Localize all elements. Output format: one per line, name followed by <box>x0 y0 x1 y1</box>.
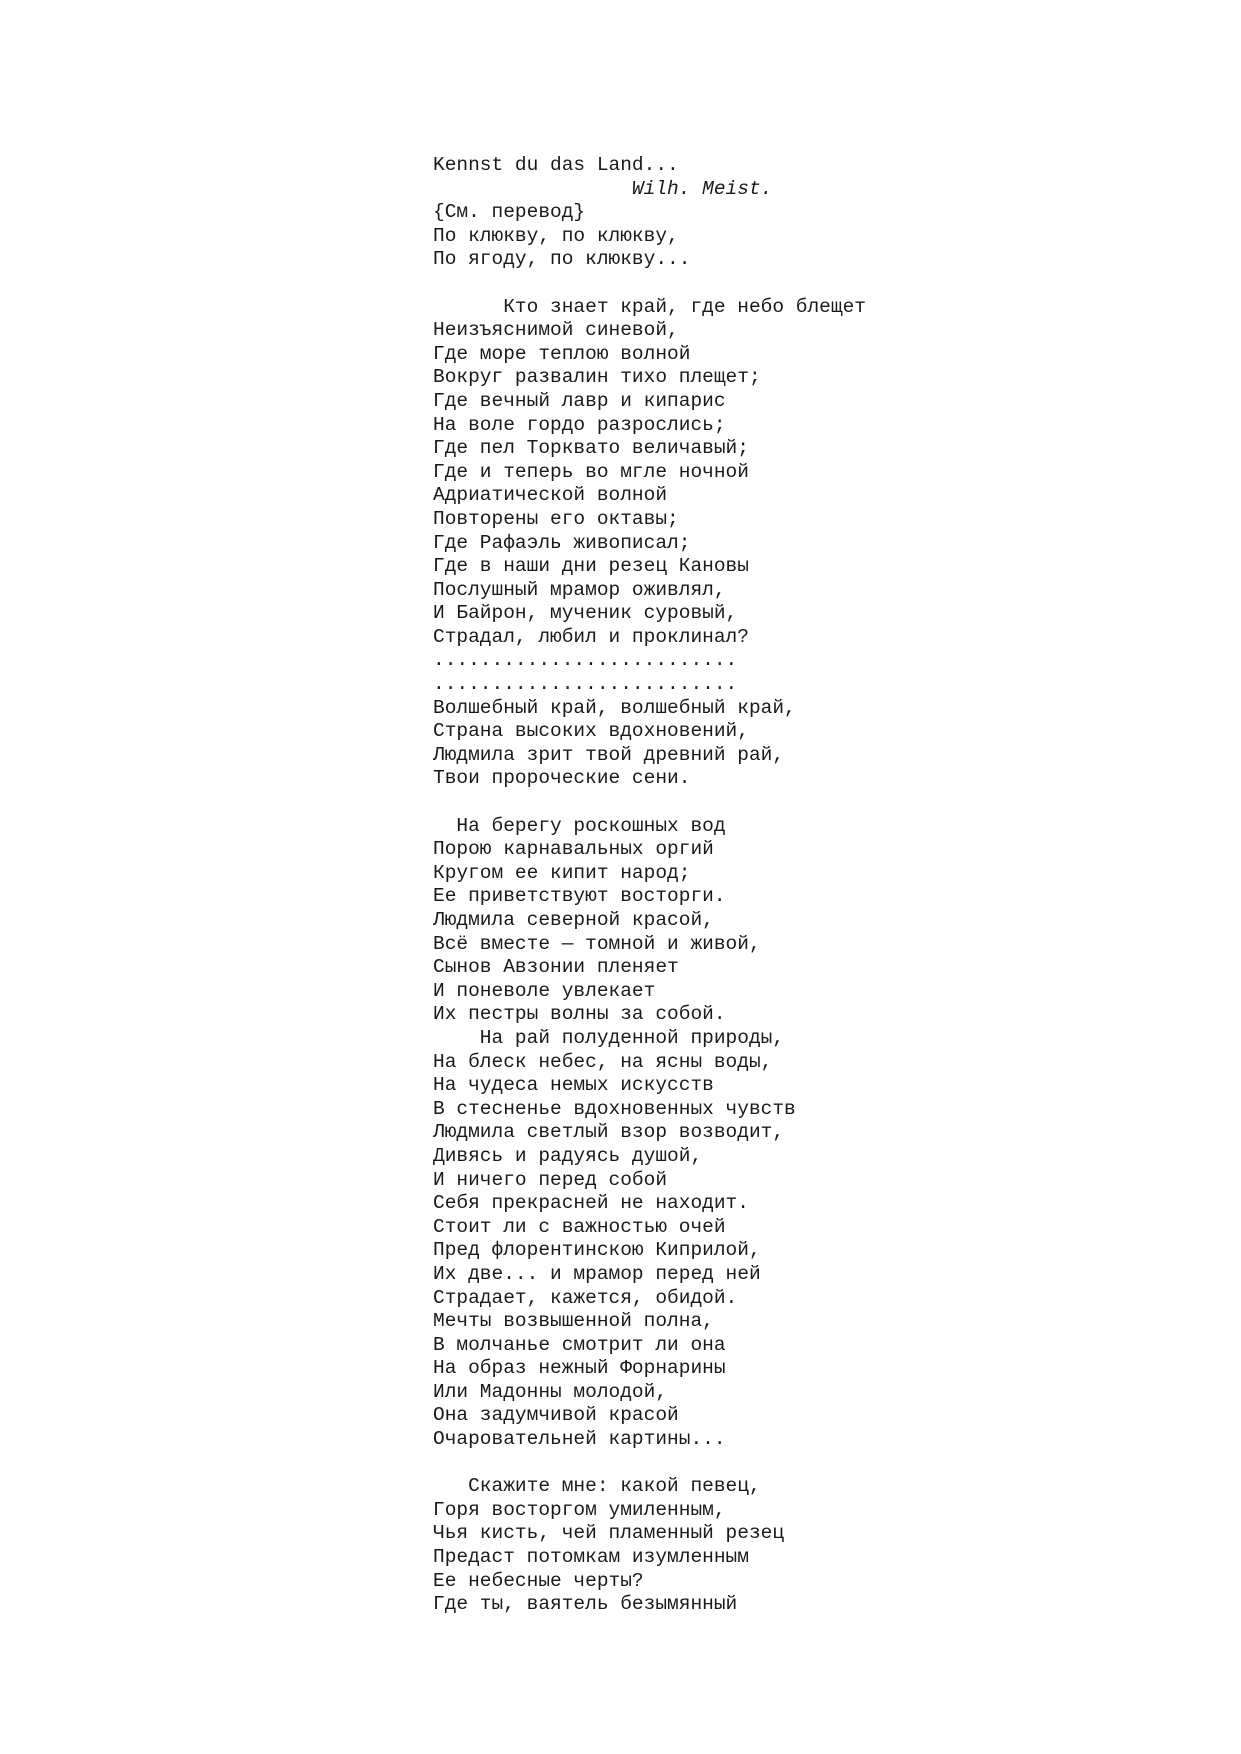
poem-line: Волшебный край, волшебный край, <box>433 696 796 719</box>
poem-line: Кто знает край, где небо блещет <box>433 295 866 318</box>
poem-line: На рай полуденной природы, <box>433 1026 785 1049</box>
stanza-1 <box>433 296 1193 791</box>
poem-line: На чудеса немых искусств <box>433 1074 714 1097</box>
poem-line: Где вечный лавр и кипарис <box>433 389 726 412</box>
poem-line: Где Рафаэль живописал; <box>433 531 691 554</box>
poem-line: Всё вместе — томной и живой, <box>433 932 761 955</box>
poem-line: На образ нежный Форнарины <box>433 1357 726 1380</box>
poem-line: На берегу роскошных вод <box>433 814 726 837</box>
poem-line: Адриатической волной <box>433 484 668 507</box>
poem-line: Ее небесные черты? <box>433 1569 644 1592</box>
poem-line: Людмила зрит твой древний рай, <box>433 743 785 766</box>
poem-line: Где море теплою волной <box>433 342 691 365</box>
poem-line: Она задумчивой красой <box>433 1404 679 1427</box>
poem-line: Стоит ли с важностью очей <box>433 1215 726 1238</box>
stanza-break <box>433 272 1193 296</box>
poem-line: Страна высоких вдохновений, <box>433 720 749 743</box>
poem-line: Где пел Торквато величавый; <box>433 437 749 460</box>
poem-line: Порою карнавальных оргий <box>433 838 714 861</box>
poem-line: Очаровательней картины... <box>433 1428 726 1451</box>
poem-line: Где и теперь во мгле ночной <box>433 460 749 483</box>
intro-line: По клюкву, по клюкву, <box>433 224 679 247</box>
poem-line: Где ты, ваятель безымянный <box>433 1593 738 1616</box>
poem-line: Предаст потомкам изумленным <box>433 1546 749 1569</box>
poem-line: Кругом ее кипит народ; <box>433 861 691 884</box>
epigraph-author: Wilh. Meist. <box>433 177 773 200</box>
poem-line: Дивясь и радуясь душой, <box>433 1144 703 1167</box>
intro-line: По ягоду, по клюкву... <box>433 248 691 271</box>
poem-line: Мечты возвышенной полна, <box>433 1310 714 1333</box>
poem-line: В стесненье вдохновенных чувств <box>433 1097 796 1120</box>
poem-line: Повторены его октавы; <box>433 507 679 530</box>
poem-line: И Байрон, мученик суровый, <box>433 602 738 625</box>
stanza-break <box>433 791 1193 815</box>
stanza-break <box>433 1452 1193 1476</box>
poem-line: Людмила северной красой, <box>433 909 714 931</box>
epigraph-quote: Kennst du das Land... <box>433 154 679 176</box>
poem-text <box>433 154 1193 1617</box>
poem-line: Страдал, любил и проклинал? <box>433 625 749 648</box>
poem-line: Или Мадонны молодой, <box>433 1380 668 1403</box>
poem-line: Где в наши дни резец Кановы <box>433 555 749 578</box>
poem-line: Неизъяснимой синевой, <box>433 319 679 342</box>
ellipsis-line: .......................... <box>433 673 738 696</box>
poem-line: Ее приветствуют восторги. <box>433 885 726 908</box>
poem-line: На блеск небес, на ясны воды, <box>433 1050 773 1073</box>
poem-line: Страдает, кажется, обидой. <box>433 1286 738 1309</box>
stanza-2 <box>433 815 1193 1452</box>
poem-line: Твои пророческие сени. <box>433 767 691 790</box>
poem-line: И ничего перед собой <box>433 1168 668 1191</box>
poem-line: Их две... и мрамор перед ней <box>433 1262 761 1285</box>
poem-line: Их пестры волны за собой. <box>433 1003 726 1026</box>
poem-line: В молчанье смотрит ли она <box>433 1333 726 1356</box>
ellipsis-line: .......................... <box>433 649 738 672</box>
poem-line: Вокруг развалин тихо плещет; <box>433 366 761 389</box>
poem-line: Пред флорентинскою Киприлой, <box>433 1239 761 1262</box>
poem-line: Послушный мрамор оживлял, <box>433 578 726 601</box>
stanza-3 <box>433 1475 1193 1617</box>
translation-note: {См. перевод} <box>433 201 586 224</box>
poem-line: Себя прекрасней не находит. <box>433 1192 749 1215</box>
poem-line: Сынов Авзонии пленяет <box>433 956 679 979</box>
poem-line: Скажите мне: какой певец, <box>433 1475 761 1498</box>
poem-line: Людмила светлый взор возводит, <box>433 1121 785 1144</box>
poem-line: Чья кисть, чей пламенный резец <box>433 1522 785 1545</box>
poem-line: Горя восторгом умиленным, <box>433 1498 726 1521</box>
poem-line: И поневоле увлекает <box>433 979 656 1002</box>
poem-line: На воле гордо разрослись; <box>433 413 726 436</box>
